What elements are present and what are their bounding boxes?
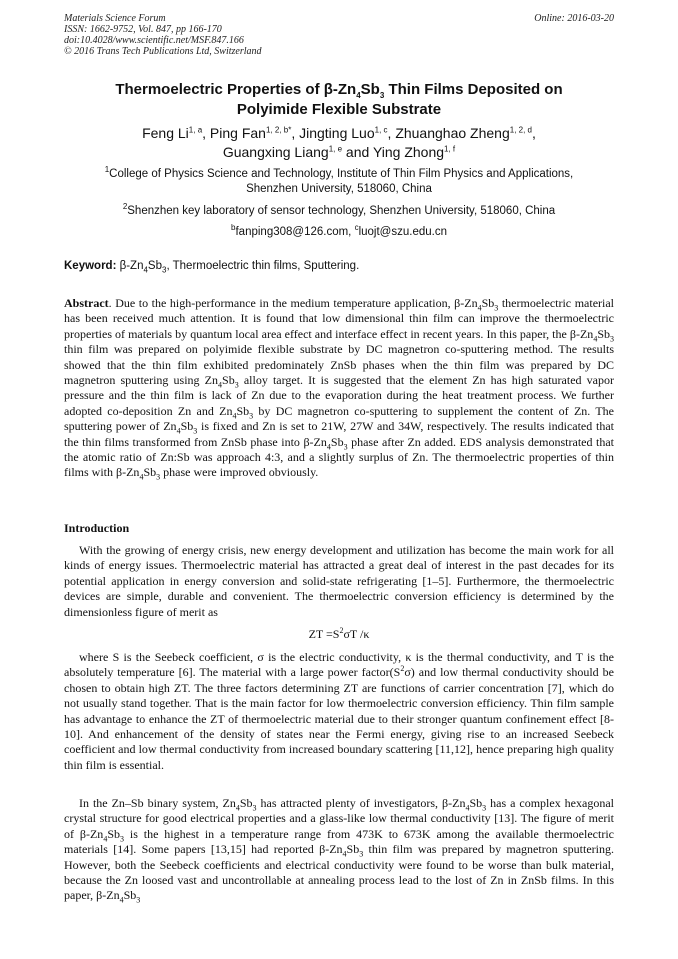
keywords-label: Keyword: <box>64 260 117 272</box>
author-separator: and <box>342 144 373 160</box>
author-separator: , <box>291 125 300 141</box>
title-subscript: 4 <box>356 91 361 100</box>
author-name: Ping Fan <box>209 125 266 141</box>
journal-header <box>64 13 262 57</box>
email-mark: b <box>231 223 236 233</box>
author-mark: 1, f <box>444 144 456 154</box>
author-name: Zhuanghao Zheng <box>395 125 510 141</box>
author-name: Feng Li <box>142 125 189 141</box>
author-separator: , <box>387 125 396 141</box>
keywords-text: , Thermoelectric thin films, Sputtering. <box>166 260 360 272</box>
journal-name: Materials Science Forum <box>64 13 166 24</box>
author-mark: 1, c <box>374 125 388 135</box>
keywords-text: Sb <box>147 260 162 272</box>
paper-title-line2: Polyimide Flexible Substrate <box>236 101 442 118</box>
author-mark: 1, 2, b* <box>265 125 292 135</box>
email-link[interactable]: fanping308@126.com, <box>235 226 355 238</box>
keywords-text: β-Zn <box>116 260 144 272</box>
keywords-subscript: 4 <box>143 265 148 275</box>
author-list-line1 <box>0 124 678 143</box>
abstract-label: Abstract <box>64 296 109 310</box>
affiliation-2 <box>0 203 678 219</box>
author-separator: , <box>202 125 210 141</box>
title-text: Sb <box>360 81 380 98</box>
paper-title-line1 <box>0 80 678 99</box>
author-emails <box>0 224 678 240</box>
introduction-paragraph-1: With the growing of energy crisis, new energy development and utilization has become the main work for all kinds of energy issues. Thermoelectric material has attracted a great deal of interest in the past decades for its potential application in energy conversion and solid-state refrigerating [1–5]. Furthermore, the thermoelectric devices are simple, durable and convenient. The thermoelectric conversion efficiency is determined by the dimensionless figure of merit as <box>64 543 614 619</box>
author-mark: 1, 2, d <box>509 125 532 135</box>
author-separator: , <box>532 125 536 141</box>
author-name: Guangxing Liang <box>222 144 329 160</box>
author-mark: 1, a <box>188 125 203 135</box>
title-text: Thin Films Deposited on <box>384 81 563 98</box>
author-mark: 1, e <box>328 144 343 154</box>
author-list-line2 <box>0 143 678 162</box>
introduction-paragraph-3: In the Zn–Sb binary system, $Zn_4Sb_3$ has attracted plenty of investigators, $\beta-Zn_4Sb_3$ has a complex hexagonal crystal structure for good electrical properties and a glass-like low thermal conductivity [13]. The figure of merit of $\beta-Zn_4Sb_3$ is the highest in a temperature range from 473K to 673K among the available thermoelectric materials [14]. Some papers [13,15] had reported $\beta-Zn_4Sb_3$ thin film was prepared by magnetron sputtering. However, both the Seebeck coefficients and electrical conductivity were found to be worse than bulk material, because the Zn loosed vast and uncontrollable at annealing process lead to the lost of Zn in ZnSb films. In this paper, $\beta-Zn_4Sb_3$ <box>64 796 615 905</box>
affiliation-text: Shenzhen key laboratory of sensor technology, Shenzhen University, 518060, China <box>127 205 556 217</box>
email-link[interactable]: luojt@szu.edu.cn <box>358 226 447 238</box>
email-mark: c <box>354 223 359 233</box>
affiliation-text: College of Physics Science and Technology, Institute of Thin Film Physics and Applications, <box>109 168 574 180</box>
affiliation-mark: 2 <box>122 202 128 212</box>
title-subscript: 3 <box>379 91 385 100</box>
keywords <box>64 260 360 275</box>
copyright-line: © 2016 Trans Tech Publications Ltd, Switzerland <box>64 46 262 57</box>
introduction-heading: Introduction <box>64 521 130 535</box>
author-name: Jingting Luo <box>299 125 375 141</box>
zt-equation: ZT $=S^2\sigma T$ /κ <box>308 626 370 641</box>
introduction-paragraph-2: where S is the Seebeck coefficient, σ is the electric conductivity, κ is the thermal conductivity, and T is the absolutely temperature [6]. The material with a large power $factor(S^2\sigma)$ and low thermal conductivity should be chosen to obtain high ZT. The three factors determining ZT are functions of carrier concentration [7], which do not usually stand together. That is the main factor for low thermoelectric conversion efficiency. Thin film sample has advantage to enhance the ZT of thermoelectric material due to their stronger quantum confinement effect [8-10]. And enhancement of the density of states near the Fermi energy, giving rise to an increased Seebeck coefficient and low thermal conductivity from increased boundary scattering [11,12], hence preparing high quality thin film is essential. <box>64 650 614 772</box>
keywords-subscript: 3 <box>162 265 167 275</box>
affiliation-1-line2: Shenzhen University, 518060, China <box>246 183 432 195</box>
doi-line[interactable]: doi:10.4028/www.scientific.net/MSF.847.166 <box>64 35 244 46</box>
issn-line: ISSN: 1662-9752, Vol. 847, pp 166-170 <box>64 24 222 35</box>
affiliation-1-line1 <box>0 166 678 182</box>
author-name: Ying Zhong <box>372 144 445 160</box>
online-date: Online: 2016-03-20 <box>534 13 614 24</box>
abstract-paragraph: Abstract. Due to the high-performance in the medium temperature application, $\beta-Zn_4Sb_3$ thermoelectric material has been received much attention. It is found that low dimensional thin film can improve the thermoelectric properties of materials by quantum local area effect and interface effect in recent years. In this paper, the $\beta-Zn_4Sb_3$ thin film was prepared on polyimide flexible substrate by DC magnetron co-sputtering method. The results showed that the thin film exhibited predominately ZnSb phases when the thin film was prepared by DC magnetron sputtering using $Zn_4Sb_3$ alloy target. It is suggested that the element Zn has high saturated vapor pressure and the thin film is lack of Zn due to the evaporation during the heat treatment process. We further adopted co-deposition Zn and $Zn_4Sb_3$ by DC magnetron co-sputtering to supplement the content of Zn. The sputtering power of $Zn_4Sb_3$ is fixed and Zn is set to 21W, 27W and 34W, respectively. The results indicated that the thin films transformed from ZnSb phase into $\beta-Zn_4Sb_3$ phase after Zn added. EDS analysis demonstrated that the atomic ratio of Zn:Sb was approach 4:3, and a slightly surplus of Zn. The thermoelectric properties of thin films with $\beta-Zn_4Sb_3$ phase were improved obviously. <box>64 296 615 482</box>
affiliation-mark: 1 <box>104 165 110 175</box>
title-text: Thermoelectric Properties of β-Zn <box>115 81 357 98</box>
